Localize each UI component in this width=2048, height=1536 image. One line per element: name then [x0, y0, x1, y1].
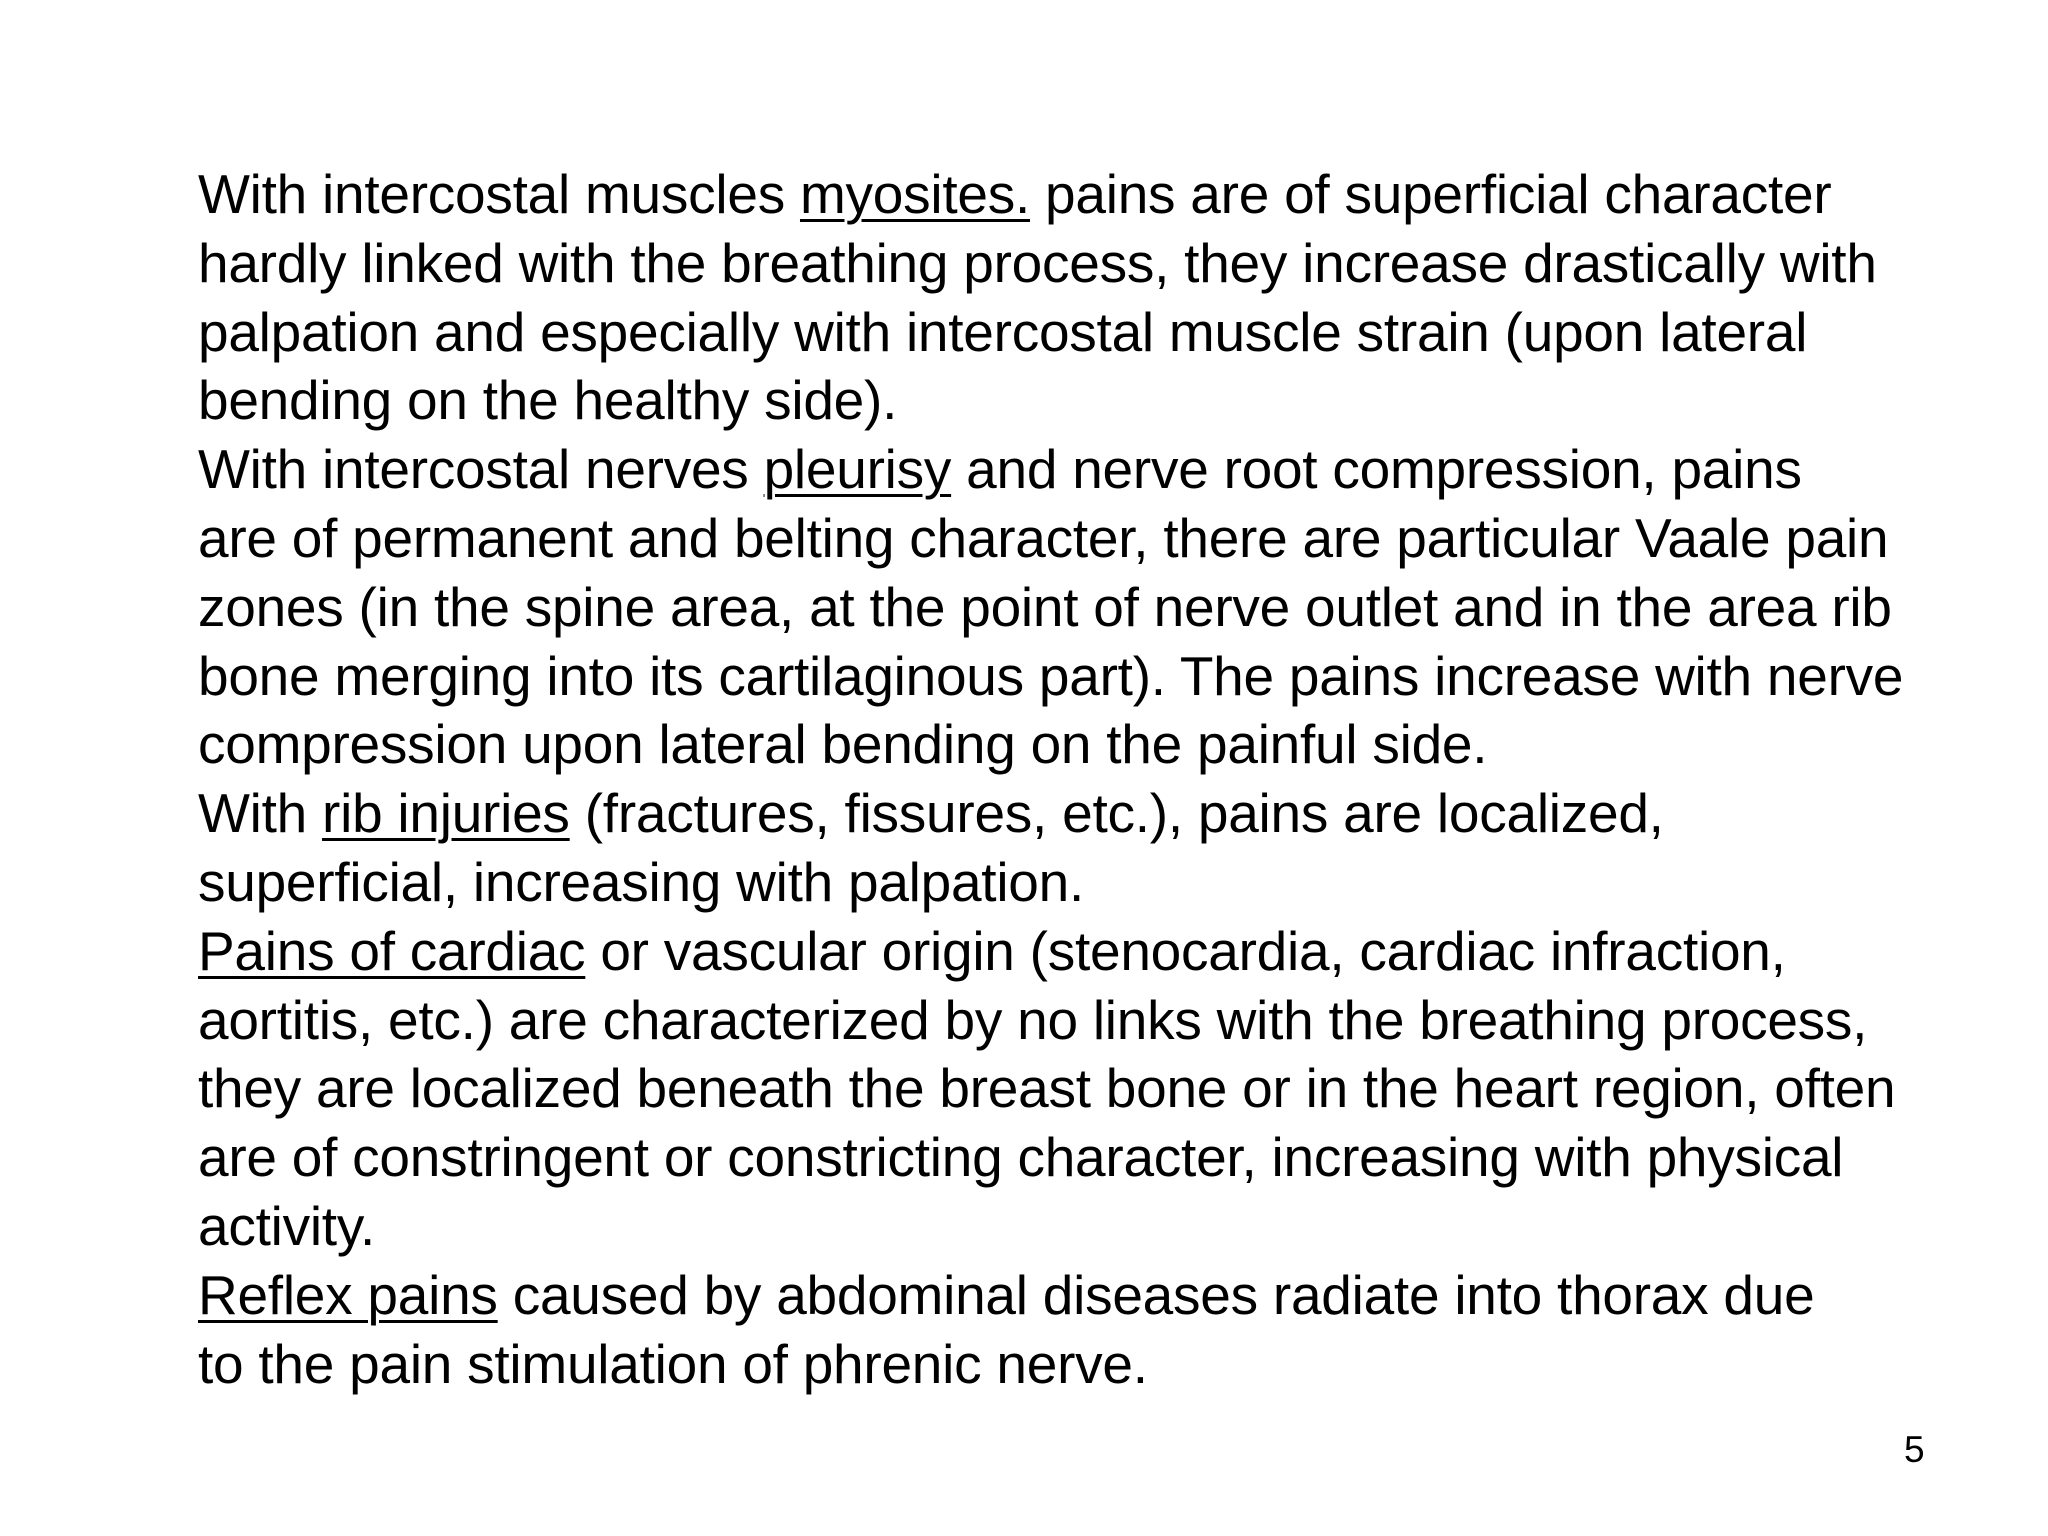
- text-line: [198, 438, 1802, 500]
- paragraph-myosites: [124, 160, 1944, 435]
- text-run: With intercostal nerves: [198, 438, 764, 501]
- text-line: [198, 782, 1664, 844]
- underlined-term-reflex-pains: Reflex pains: [198, 1263, 498, 1326]
- text-line: they are localized beneath the breast bone or in the heart region, often: [198, 1057, 1896, 1120]
- text-line: [198, 163, 1831, 225]
- text-line: [198, 1264, 1814, 1326]
- page-number: 5: [1904, 1429, 1925, 1470]
- underlined-term-rib-injuries: rib injuries: [322, 782, 570, 845]
- text-run: With: [198, 782, 323, 845]
- slide-body: [124, 160, 1944, 1398]
- text-line: to the pain stimulation of phrenic nerve.: [198, 1332, 1148, 1395]
- text-line: zones (in the spine area, at the point of nerve outlet and in the area rib: [198, 575, 1892, 638]
- text-run: pains are of superficial character: [1030, 163, 1832, 225]
- paragraph-pleurisy: [124, 435, 1944, 779]
- text-line: bone merging into its cartilaginous part). The pains increase with nerve: [198, 644, 1904, 707]
- text-run: (fractures, fissures, etc.), pains are localized,: [569, 782, 1664, 845]
- underlined-term-myosites: myosites.: [799, 163, 1031, 225]
- text-line: are of permanent and belting character, there are particular Vaale pain: [198, 506, 1889, 569]
- text-line: aortitis, etc.) are characterized by no links with the breathing process,: [198, 988, 1868, 1051]
- underlined-term-pains-of-cardiac: Pains of cardiac: [198, 919, 586, 982]
- text-line: palpation and especially with intercostal muscle strain (upon lateral: [198, 300, 1808, 363]
- underlined-term-pleurisy: pleurisy: [763, 438, 952, 501]
- text-line: bending on the healthy side).: [198, 369, 898, 432]
- text-run: With intercostal muscles: [198, 163, 800, 225]
- text-line: [198, 920, 1786, 982]
- text-line: superficial, increasing with palpation.: [198, 850, 1085, 913]
- text-line: compression upon lateral bending on the painful side.: [198, 713, 1488, 776]
- text-run: or vascular origin (stenocardia, cardiac infraction,: [585, 919, 1786, 982]
- text-line: activity.: [198, 1194, 376, 1257]
- text-run: caused by abdominal diseases radiate into thorax due: [497, 1263, 1815, 1326]
- text-line: hardly linked with the breathing process, they increase drastically with: [198, 231, 1877, 294]
- paragraph-cardiac-pains: [124, 917, 1944, 1261]
- text-run: and nerve root compression, pains: [951, 438, 1802, 501]
- paragraph-reflex-pains: [124, 1261, 1944, 1399]
- paragraph-rib-injuries: [124, 779, 1944, 917]
- text-line: are of constringent or constricting character, increasing with physical: [198, 1126, 1844, 1189]
